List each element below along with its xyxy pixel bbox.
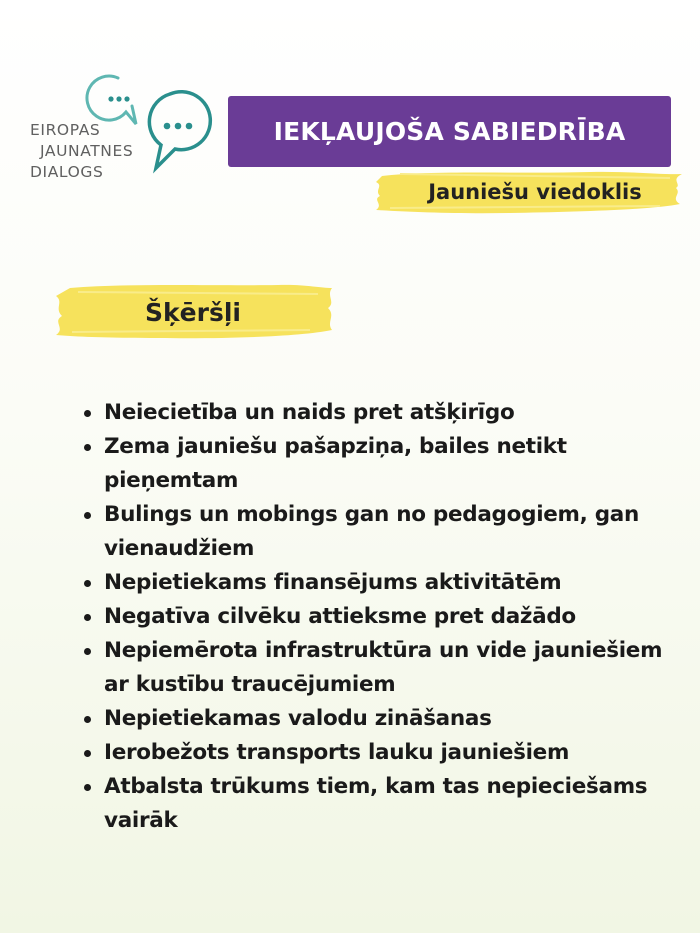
section-title-text: Šķēršļi	[145, 297, 241, 327]
list-item: Ierobežots transports lauku jauniešiem	[84, 736, 684, 770]
list-item: Neiecietība un naids pret atšķirīgo	[84, 396, 684, 430]
list-item: Zema jauniešu pašapziņa, bailes netikt pieņemtam	[84, 430, 684, 498]
logo-text	[30, 120, 133, 183]
page-title: IEKĻAUJOŠA SABIEDRĪBA	[273, 117, 626, 146]
logo-line-2: JAUNATNES	[40, 142, 134, 160]
list-item: Bulings un mobings gan no pedagogiem, gan vienaudžiem	[84, 498, 684, 566]
section-title	[60, 286, 326, 338]
list-item: Negatīva cilvēku attieksme pret dažādo	[84, 600, 684, 634]
logo-line-3: DIALOGS	[30, 163, 104, 181]
logo-line-1: EIROPAS	[30, 121, 101, 139]
subtitle	[390, 172, 680, 212]
subtitle-text: Jauniešu viedoklis	[428, 180, 642, 204]
logo	[0, 0, 230, 200]
header-title-banner	[228, 96, 671, 167]
list-item: Nepiemērota infrastruktūra un vide jauniešiem ar kustību traucējumiem	[84, 634, 684, 702]
list-item: Nepietiekamas valodu zināšanas	[84, 702, 684, 736]
list-item: Atbalsta trūkums tiem, kam tas nepieciešams vairāk	[84, 770, 684, 838]
list-item: Nepietiekams finansējums aktivitātēm	[84, 566, 684, 600]
obstacles-list	[84, 396, 684, 838]
